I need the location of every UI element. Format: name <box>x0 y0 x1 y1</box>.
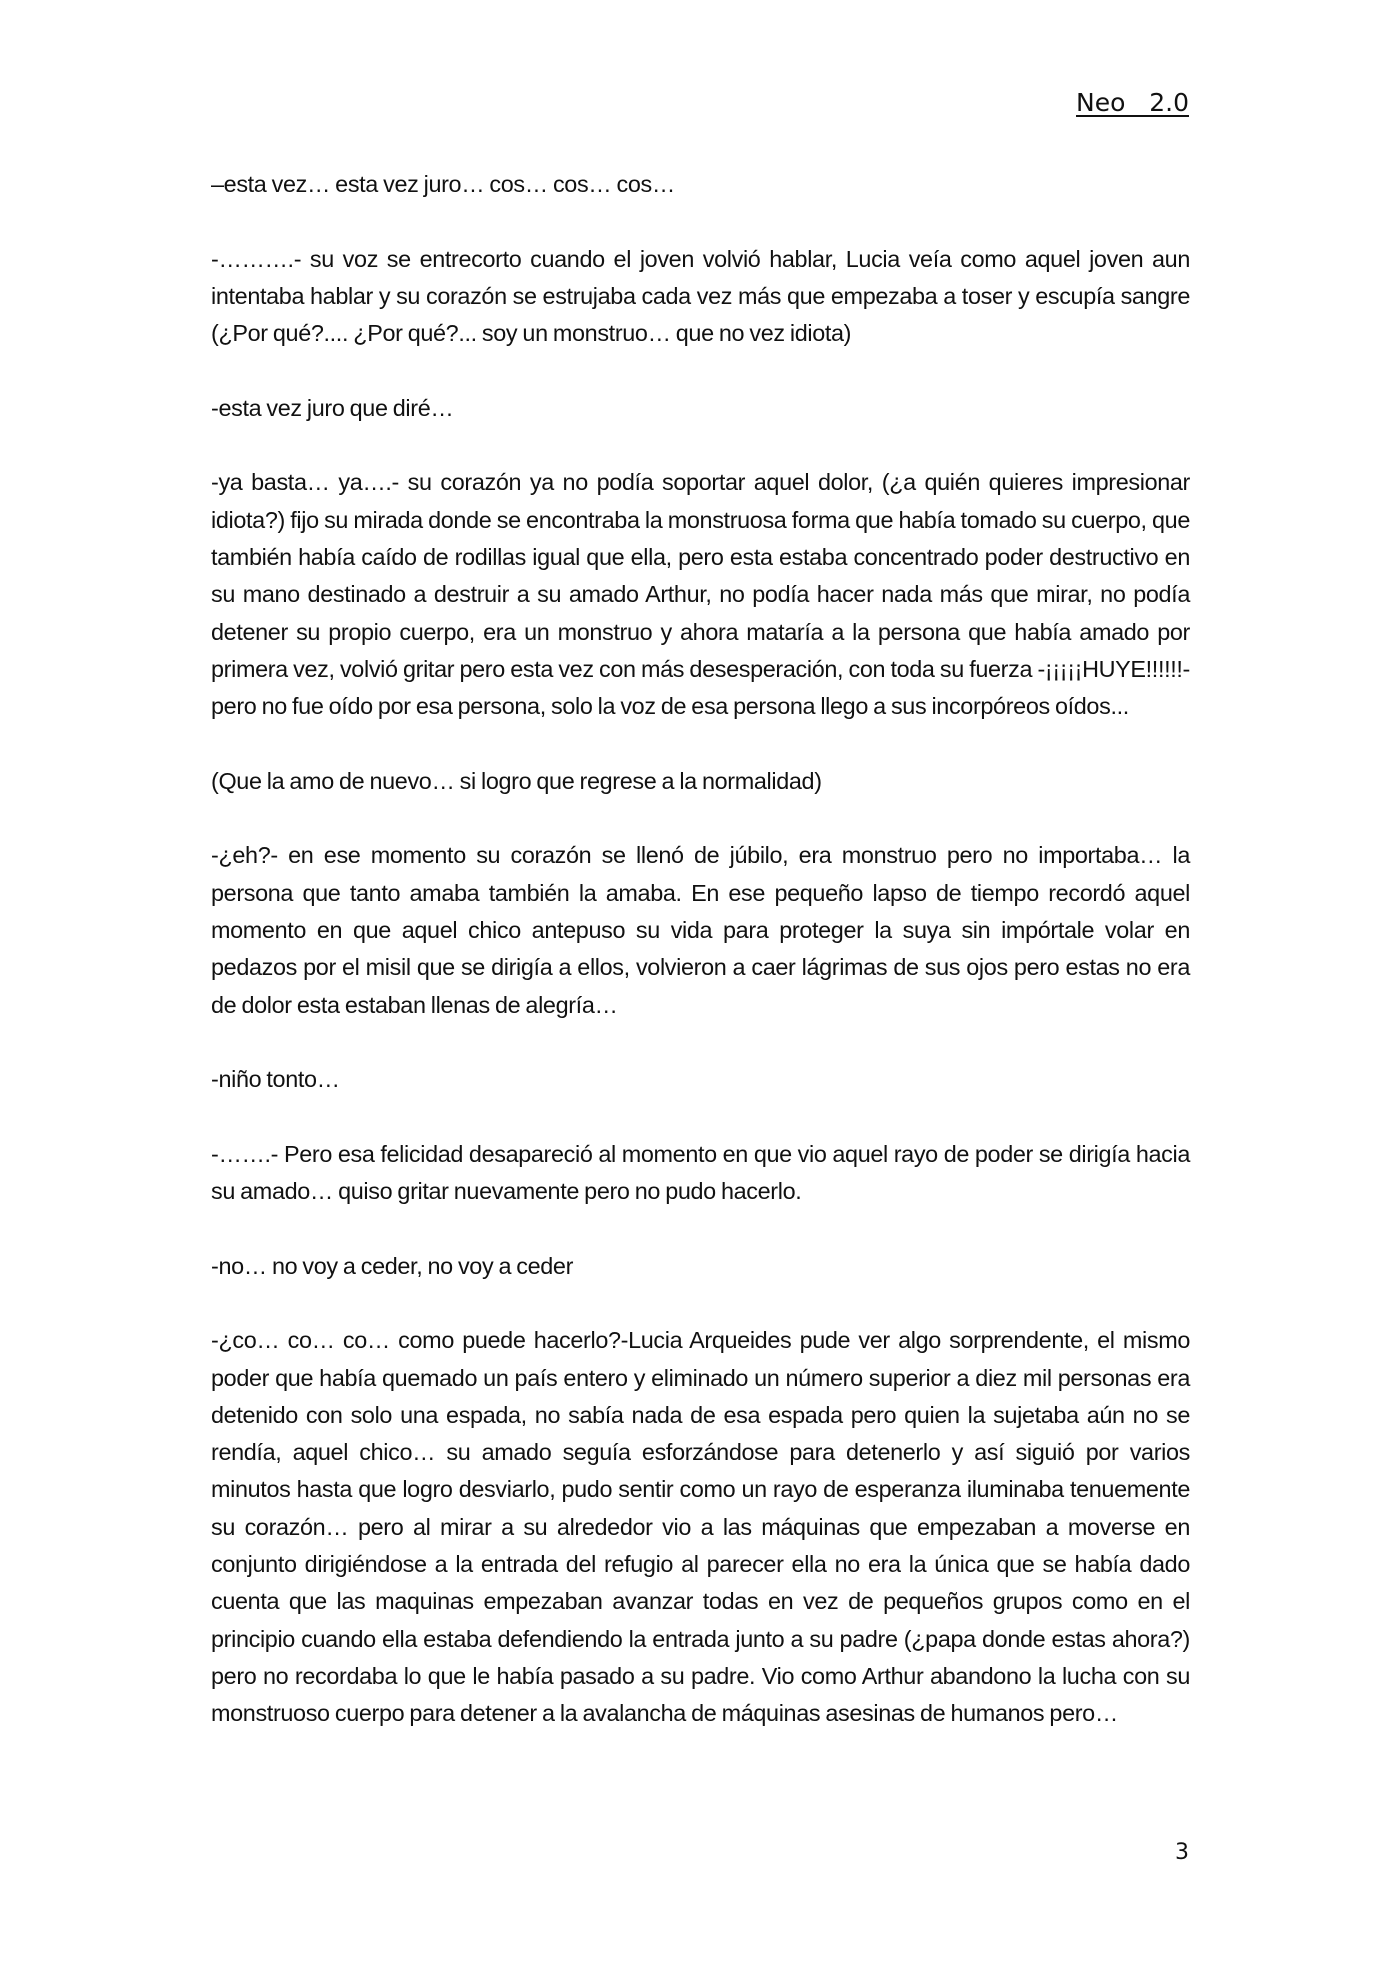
paragraph-1: –esta vez… esta vez juro… cos… cos… cos… <box>211 171 675 197</box>
page-header-title: Neo 2.0 <box>1076 88 1189 117</box>
page-number: 3 <box>1175 1840 1189 1865</box>
paragraph-10: -¿co… co… co… como puede hacerlo?-Lucia Arqueides pude ver algo sorprendente, el mismo poder que había quemado un país entero y eliminado un número superior a diez mil personas era detenido con solo una espada, no sabía nada de esa espada pero quien la sujetaba aún no se rendía, aquel chico… su amado seguía esforzándose para detenerlo y así siguió por varios minutos hasta que logro desviarlo, pudo sentir como un rayo de esperanza iluminaba tenuemente su corazón… pero al mirar a su alrededor vio a las máquinas que empezaban a moverse en conjunto dirigiéndose a la entrada del refugio al parecer ella no era la única que se había dado cuenta que las maquinas empezaban avanzar todas en vez de pequeños grupos como en el principio cuando ella estaba defendiendo la entrada junto a su padre (¿papa donde estas ahora?) pero no recordaba lo que le había pasado a su padre. Vio como Arthur abandono la lucha con su monstruoso cuerpo para detener a la avalancha de máquinas asesinas de humanos pero… <box>211 1327 1190 1727</box>
paragraph-7: -niño tonto… <box>211 1066 340 1093</box>
document-body <box>211 166 1190 1770</box>
paragraph-4: -ya basta… ya….- su corazón ya no podía soportar aquel dolor, (¿a quién quieres impresionar idiota?) fijo su mirada donde se encontraba la monstruosa forma que había tomado su cuerpo, que también había caído de rodillas igual que ella, pero esta estaba concentrado poder destructivo en su mano destinado a destruir a su amado Arthur, no podía hacer nada más que mirar, no podía detener su propio cuerpo, era un monstruo y ahora mataría a la persona que había amado por primera vez, volvió gritar pero esta vez con más desesperación, con toda su fuerza -¡¡¡¡¡HUYE!!!!!!- pero no fue oído por esa persona, solo la voz de esa persona llego a sus incorpóreos oídos... <box>211 469 1190 720</box>
paragraph-6: -¿eh?- en ese momento su corazón se llenó de júbilo, era monstruo pero no importaba… la persona que tanto amaba también la amaba. En ese pequeño lapso de tiempo recordó aquel momento en que aquel chico antepuso su vida para proteger la suya sin impórtale volar en pedazos por el misil que se dirigía a ellos, volvieron a caer lágrimas de sus ojos pero estas no era de dolor esta estaban llenas de alegría… <box>211 842 1190 1018</box>
paragraph-3: -esta vez juro que diré… <box>211 394 454 421</box>
paragraph-2: -……….- su voz se entrecorto cuando el joven volvió hablar, Lucia veía como aquel joven aun intentaba hablar y su corazón se estrujaba cada vez más que empezaba a toser y escupía sangre (¿Por qué?.... ¿Por qué?... soy un monstruo… que no vez idiota) <box>211 245 1190 347</box>
paragraph-8: -…….- Pero esa felicidad desapareció al momento en que vio aquel rayo de poder se dirigía hacia su amado… quiso gritar nuevamente pero no pudo hacerlo. <box>211 1140 1190 1205</box>
paragraph-9: -no… no voy a ceder, no voy a ceder <box>211 1252 574 1279</box>
paragraph-5: (Que la amo de nuevo… si logro que regrese a la normalidad) <box>211 767 822 794</box>
